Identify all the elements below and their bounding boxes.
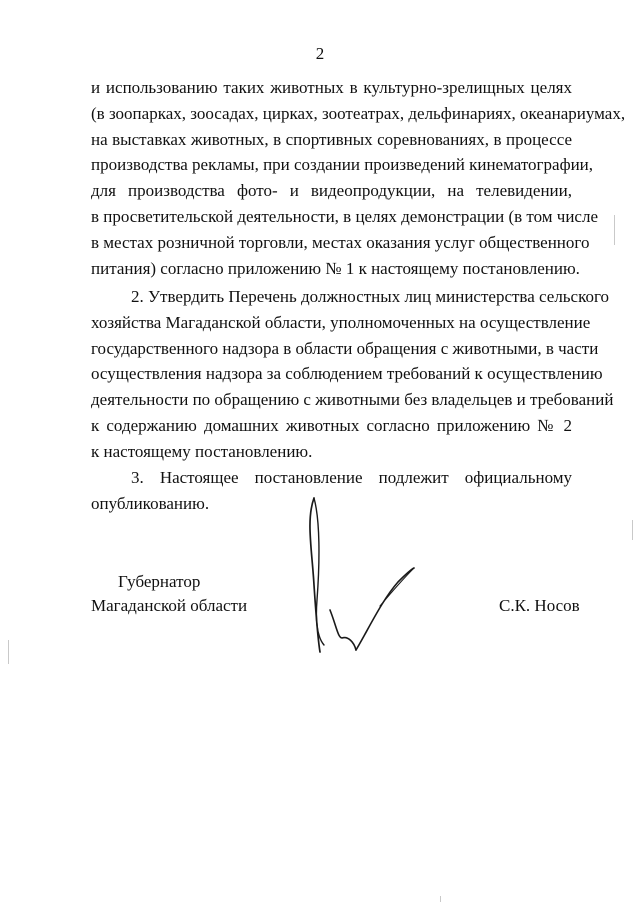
paragraph-line: деятельности по обращению с животными без владельцев и требований bbox=[91, 390, 614, 410]
paragraph-line: государственного надзора в области обращения с животными, в части bbox=[91, 338, 599, 358]
paragraph-line: и использованию таких животных в культурно-зрелищных целях bbox=[91, 78, 572, 97]
paragraph-line: питания) согласно приложению № 1 к настоящему постановлению. bbox=[91, 258, 580, 278]
scan-edge-mark bbox=[8, 640, 9, 664]
paragraph-line: 2. Утвердить Перечень должностных лиц министерства сельского bbox=[131, 287, 610, 306]
paragraph-line: (в зоопарках, зоосадах, цирках, зоотеатрах, дельфинариях, океанариумах, bbox=[91, 103, 626, 123]
paragraph-1 bbox=[91, 75, 626, 281]
paragraph-line: к содержанию домашних животных согласно приложению № 2 bbox=[91, 415, 572, 435]
paragraph-line: производства рекламы, при создании произведений кинематографии, bbox=[91, 155, 594, 175]
scan-edge-mark bbox=[614, 215, 615, 245]
paragraph-line: в просветительской деятельности, в целях демонстрации (в том числе bbox=[91, 206, 599, 226]
signatory-name: С.К. Носов bbox=[499, 596, 580, 615]
paragraph-line: к настоящему постановлению. bbox=[91, 441, 313, 461]
paragraph-line: на выставках животных, в спортивных соревнованиях, в процессе bbox=[91, 129, 572, 149]
paragraph-line: в местах розничной торговли, местах оказания услуг общественного bbox=[91, 232, 590, 252]
signatory-title bbox=[91, 570, 247, 618]
paragraph-line: хозяйства Магаданской области, уполномоченных на осуществление bbox=[91, 312, 591, 332]
signatory-title-line: Губернатор bbox=[118, 572, 201, 591]
page-number: 2 bbox=[315, 44, 325, 63]
scan-edge-mark bbox=[632, 520, 633, 540]
paragraph-line: 3. Настоящее постановление подлежит официальному bbox=[131, 468, 572, 487]
paragraph-2 bbox=[91, 284, 614, 465]
paragraph-line: для производства фото- и видеопродукции, на телевидении, bbox=[91, 181, 572, 201]
paragraph-line: опубликованию. bbox=[91, 493, 210, 513]
scan-edge-mark bbox=[440, 896, 441, 902]
handwritten-signature bbox=[290, 490, 430, 665]
signatory-title-line: Магаданской области bbox=[91, 596, 248, 615]
paragraph-line: осуществления надзора за соблюдением требований к осуществлению bbox=[91, 364, 603, 384]
